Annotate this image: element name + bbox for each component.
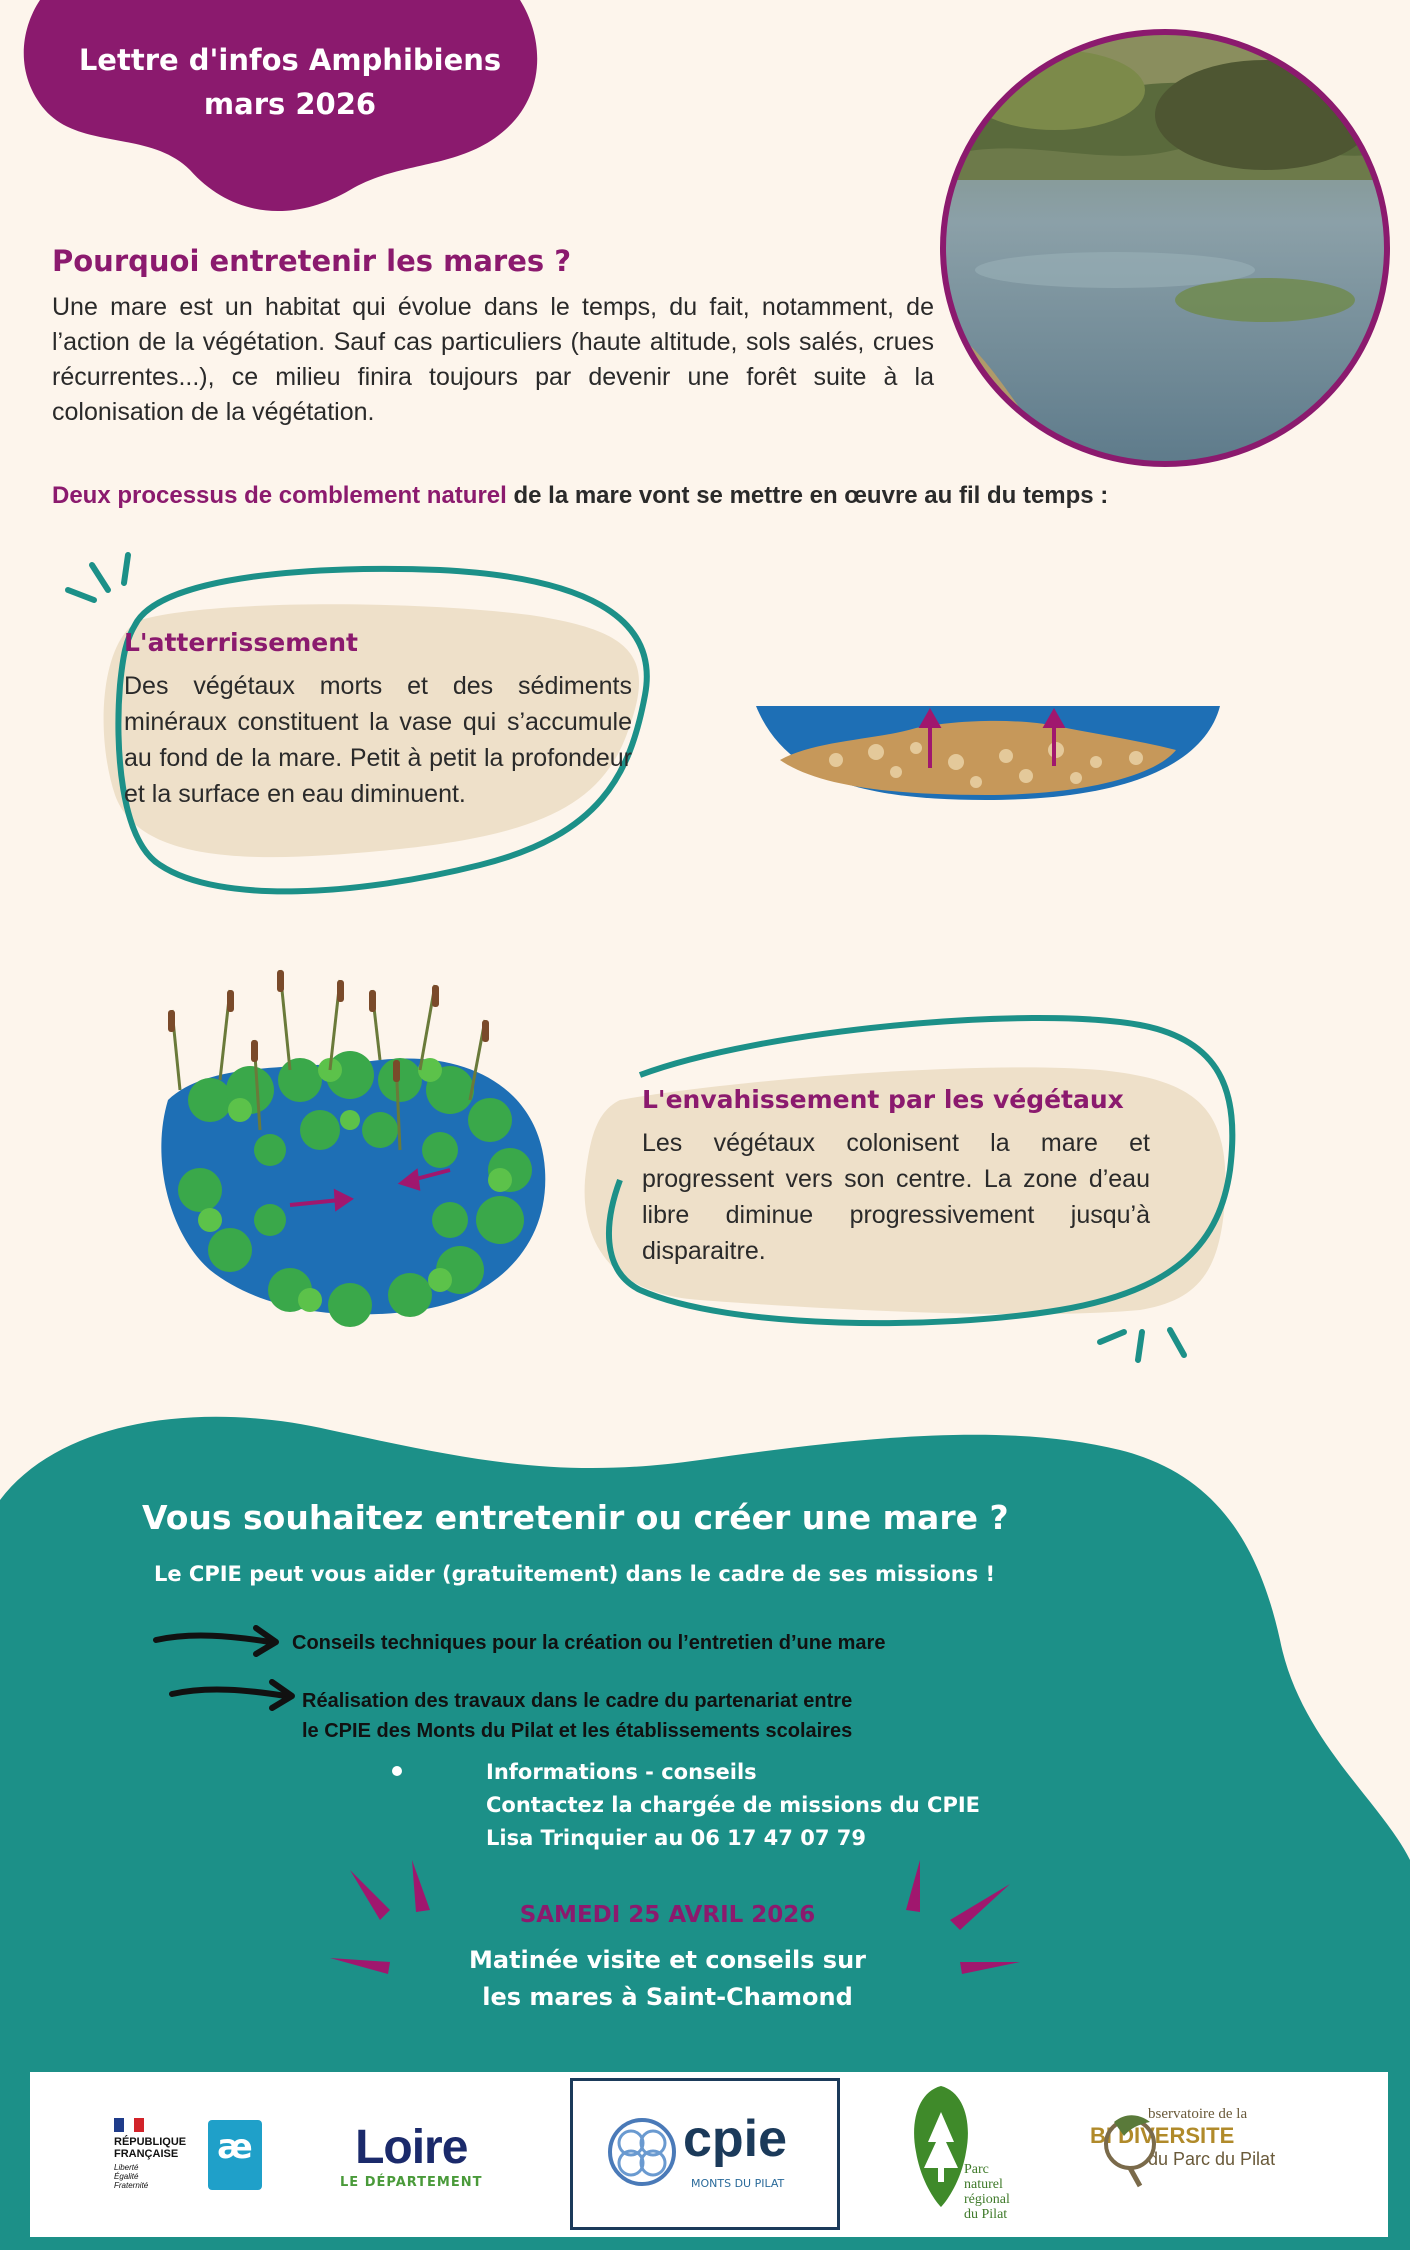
partner-logos [30,2072,1388,2237]
arrow-icon [168,1676,298,1716]
event-description-line1: Matinée visite et conseils sur [468,1946,867,1974]
accent-strokes [1100,1330,1184,1360]
logo-observatoire-biodiversite [1090,2106,1350,2170]
logo-parc-line3: régional [964,2192,1010,2207]
envahissement-title: L'envahissement par les végétaux [642,1085,1124,1114]
vegetation-illustration [150,950,560,1360]
event-description-line2: les mares à Saint-Chamond [482,1983,853,2011]
arrow-icon [152,1622,282,1662]
atterrissement-text: Des végétaux morts et des sédiments minéraux constituent la vase qui s’accumule au fond de la mare. Petit à petit la profondeur et la surface en eau diminuent. [124,672,632,808]
cpie-emblem-icon [607,2117,677,2187]
contact-info-phone[interactable]: Lisa Trinquier au 06 17 47 07 79 [486,1826,866,1850]
section-heading-why: Pourquoi entretenir les mares ? [52,244,572,278]
contact-info-line1: Informations - conseils [486,1760,757,1784]
logo-rf-line1: RÉPUBLIQUE [114,2136,187,2148]
newsletter-date: mars 2026 [203,87,377,121]
logo-rf-motto2: Égalité [114,2172,139,2181]
logo-parc-line4: du Pilat [964,2207,1008,2222]
logo-loire [340,2120,483,2190]
logo-obs-top: bservatoire de la [1148,2106,1248,2122]
sediment-illustration [756,700,1220,810]
logo-parc-line1: Parc [964,2162,989,2177]
cta-subtitle: Le CPIE peut vous aider (gratuitement) dans le cadre de ses missions ! [154,1562,996,1586]
intro-paragraph: Une mare est un habitat qui évolue dans le temps, du fait, notamment, de l’action de la végétation. Sauf cas particuliers (haute altitude, sols salés, crues récurrentes...), ce milieu finira toujours par devenir une forêt suite à la colonisation de la végétation. [52,293,934,426]
process-intro-accent: Deux processus de comblement naturel [52,482,507,509]
bullet-icon [392,1766,402,1776]
cta-item-advice: Conseils techniques pour la création ou l’entretien d’une mare [292,1632,886,1654]
newsletter-title-line1: Lettre d'infos Amphibiens [78,43,502,77]
logo-rf-motto1: Liberté [114,2163,139,2172]
contact-info [486,1756,980,1855]
cta-item-works-line1: Réalisation des travaux dans le cadre du partenariat entre [302,1690,853,1712]
logo-loire-name: Loire [355,2121,468,2174]
newsletter-title [40,38,540,126]
logo-cpie [570,2078,840,2230]
envahissement-text: Les végétaux colonisent la mare et progressent vers son centre. La zone d’eau libre diminue progressivement jusqu’à disparaitre. [642,1129,1150,1265]
logo-obs-bot: du Parc du Pilat [1148,2149,1276,2169]
flag-icon [114,2118,144,2132]
process-intro-rest: de la mare vont se mettre en œuvre au fil du temps : [506,482,1109,509]
contact-info-line2: Contactez la chargée de missions du CPIE [486,1793,981,1817]
process-intro [52,482,1392,510]
atterrissement-title: L'atterrissement [124,628,359,657]
cta-title: Vous souhaitez entretenir ou créer une mare ? [142,1498,1009,1537]
logo-rf-line2: FRANÇAISE [114,2148,179,2160]
cta-item-works [302,1686,942,1746]
logo-agence-eau: æ [208,2120,262,2190]
logo-parc-line2: naturel [964,2177,1003,2192]
logo-loire-sub: LE DÉPARTEMENT [340,2175,483,2190]
accent-strokes [68,555,128,600]
bird-icon [1100,2098,1160,2188]
event-description [0,1942,1335,2016]
logo-rf-motto3: Fraternité [114,2181,149,2190]
cta-item-works-line2: le CPIE des Monts du Pilat et les établissements scolaires [302,1720,853,1742]
logo-cpie-name: cpie [683,2110,788,2168]
pond-photo [935,20,1395,470]
logo-republique-francaise [114,2118,186,2190]
logo-obs-mid: BI DIVERSITE [1090,2123,1235,2148]
event-date: SAMEDI 25 AVRIL 2026 [519,1902,816,1928]
logo-cpie-sub: MONTS DU PILAT [691,2177,785,2190]
